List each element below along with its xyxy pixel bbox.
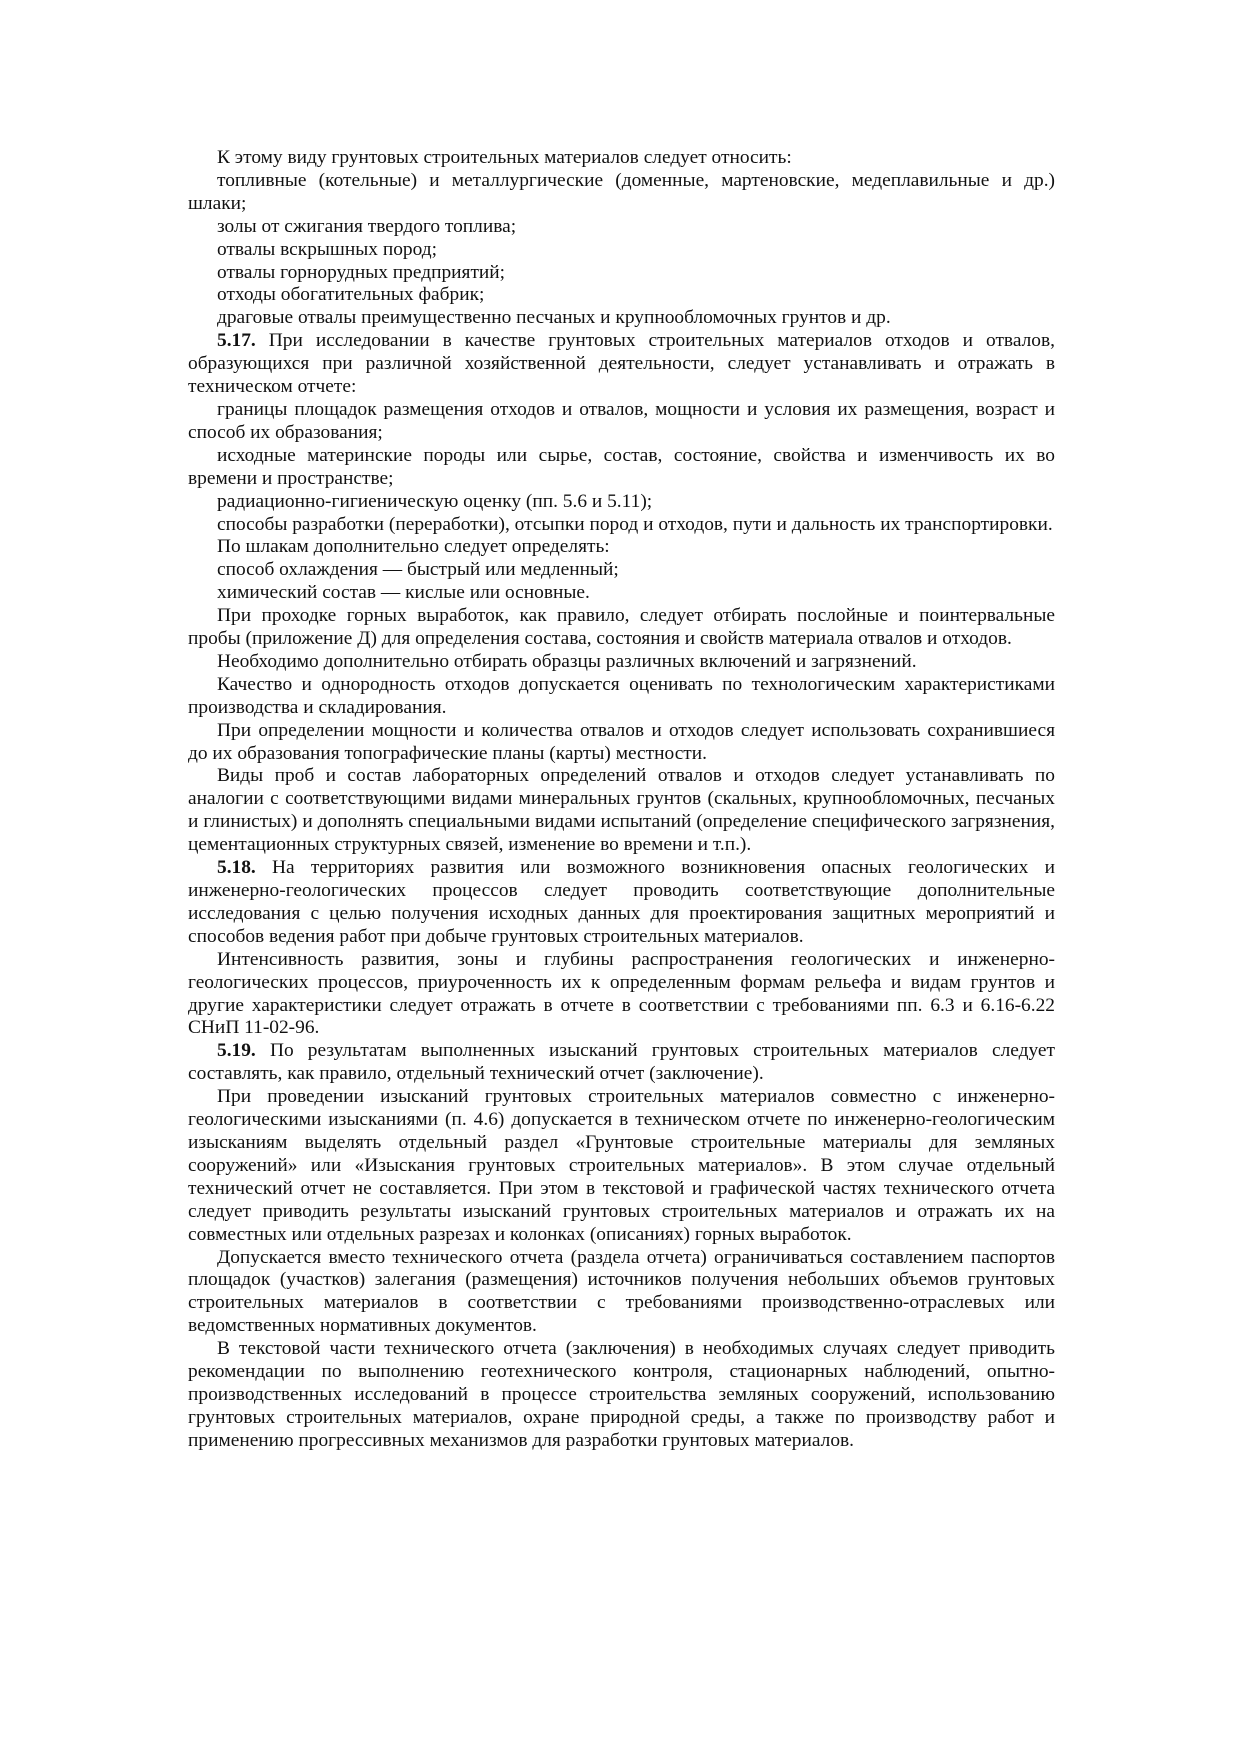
paragraph-text: химический состав — кислые или основные. [217,582,590,604]
paragraph [188,262,1055,285]
paragraph-text: Интенсивность развития, зоны и глубины распространения геологических и инженерно-геологических процессов, приуроченность их к определенным формам рельефа и видам грунтов и другие характеристики следует отражать в отчете в соответствии с требованиями пп. 6.3 и 6.16-6.22 СНиП 11-02-96. [188,948,1055,1039]
paragraph-text: драговые отвалы преимущественно песчаных и крупнообломочных грунтов и др. [217,307,891,329]
paragraph-text: границы площадок размещения отходов и отвалов, мощности и условия их размещения, возраст и способ их образования; [188,398,1055,443]
paragraph-text: При проходке горных выработок, как правило, следует отбирать послойные и поинтервальные пробы (приложение Д) для определения состава, состояния и свойств материала отвалов и отходов. [188,605,1055,650]
paragraph-text: При проведении изысканий грунтовых строительных материалов совместно с инженерно-геологическими изысканиями (п. 4.6) допускается в техническом отчете по инженерно-геологическим изысканиям выделять отдельный раздел «Грунтовые строительные материалы для земляных сооружений» или «Изыскания грунтовых строительных материалов». В этом случае отдельный технический отчет не составляется. При этом в текстовой и графической частях технического отчета следует приводить результаты изысканий грунтовых строительных материалов и отражать их на совместных или отдельных разрезах и колонках (описаниях) горных выработок. [188,1086,1055,1245]
paragraph-text: По шлакам дополнительно следует определять: [217,536,610,558]
document-page [188,147,1055,1453]
paragraph [188,536,1055,559]
paragraph-text: способы разработки (переработки), отсыпки пород и отходов, пути и дальность их транспортировки. [217,513,1053,535]
paragraph [188,559,1055,582]
paragraph-text: отвалы вскрышных пород; [217,238,437,260]
paragraph-text: Допускается вместо технического отчета (раздела отчета) ограничиваться составлением паспортов площадок (участков) залегания (размещения) источников получения небольших объемов грунтовых строительных материалов в соответствии с требованиями производственно-отраслевых или ведомственных нормативных документов. [188,1246,1055,1337]
section-paragraph [188,1040,1055,1086]
paragraph [188,170,1055,216]
paragraph [188,949,1055,1041]
paragraph [188,1338,1055,1453]
paragraph-text: При исследовании в качестве грунтовых строительных материалов отходов и отвалов, образующихся при различной хозяйственной деятельности, следует устанавливать и отражать в техническом отчете: [188,330,1055,398]
paragraph [188,445,1055,491]
paragraph [188,147,1055,170]
paragraph-text: На территориях развития или возможного возникновения опасных геологических и инженерно-геологических процессов следует проводить соответствующие дополнительные исследования с целью получения исходных данных для проектирования защитных мероприятий и способов ведения работ при добыче грунтовых строительных материалов. [188,857,1055,947]
section-number: 5.19. [217,1040,256,1062]
paragraph [188,651,1055,674]
section-number: 5.18. [217,857,256,879]
paragraph-text: Качество и однородность отходов допускается оценивать по технологическим характеристиками производства и складирования. [188,673,1055,718]
paragraph-text: золы от сжигания твердого топлива; [217,215,517,237]
paragraph [188,720,1055,766]
paragraph-text: Виды проб и состав лабораторных определений отвалов и отходов следует устанавливать по аналогии с соответствующими видами минеральных грунтов (скальных, крупнообломочных, песчаных и глинистых) и дополнять специальными видами испытаний (определение специфического загрязнения, цементационных структурных связей, изменение во времени и т.п.). [188,765,1055,856]
paragraph [188,284,1055,307]
section-paragraph [188,857,1055,949]
paragraph-text: исходные материнские породы или сырье, состав, состояние, свойства и изменчивость их во времени и пространстве; [188,444,1055,489]
paragraph [188,491,1055,514]
paragraph-text: радиационно-гигиеническую оценку (пп. 5.6 и 5.11); [217,490,653,512]
paragraph-text: отвалы горнорудных предприятий; [217,261,506,283]
paragraph-text: Необходимо дополнительно отбирать образцы различных включений и загрязнений. [217,650,917,672]
paragraph-text: топливные (котельные) и металлургические (доменные, мартеновские, медеплавильные и др.) шлаки; [188,169,1055,214]
paragraph [188,1247,1055,1339]
paragraph [188,605,1055,651]
paragraph [188,765,1055,857]
paragraph-text: При определении мощности и количества отвалов и отходов следует использовать сохранившиеся до их образования топографические планы (карты) местности. [188,719,1055,764]
paragraph [188,239,1055,262]
paragraph-text: способ охлаждения — быстрый или медленный; [217,559,619,581]
paragraph [188,307,1055,330]
paragraph [188,399,1055,445]
paragraph [188,582,1055,605]
paragraph [188,216,1055,239]
paragraph [188,1086,1055,1246]
section-number: 5.17. [217,330,256,352]
section-paragraph [188,330,1055,399]
paragraph-text: отходы обогатительных фабрик; [217,284,485,306]
paragraph-text: В текстовой части технического отчета (заключения) в необходимых случаях следует приводить рекомендации по выполнению геотехнического контроля, стационарных наблюдений, опытно-производственных исследований в процессе строительства земляных сооружений, использованию грунтовых строительных материалов, охране природной среды, а также по производству работ и применению прогрессивных механизмов для разработки грунтовых материалов. [188,1338,1055,1451]
paragraph-text: К этому виду грунтовых строительных материалов следует относить: [217,147,792,168]
paragraph [188,674,1055,720]
paragraph-text: По результатам выполненных изысканий грунтовых строительных материалов следует составлять, как правило, отдельный технический отчет (заключение). [188,1040,1055,1085]
paragraph [188,514,1055,537]
